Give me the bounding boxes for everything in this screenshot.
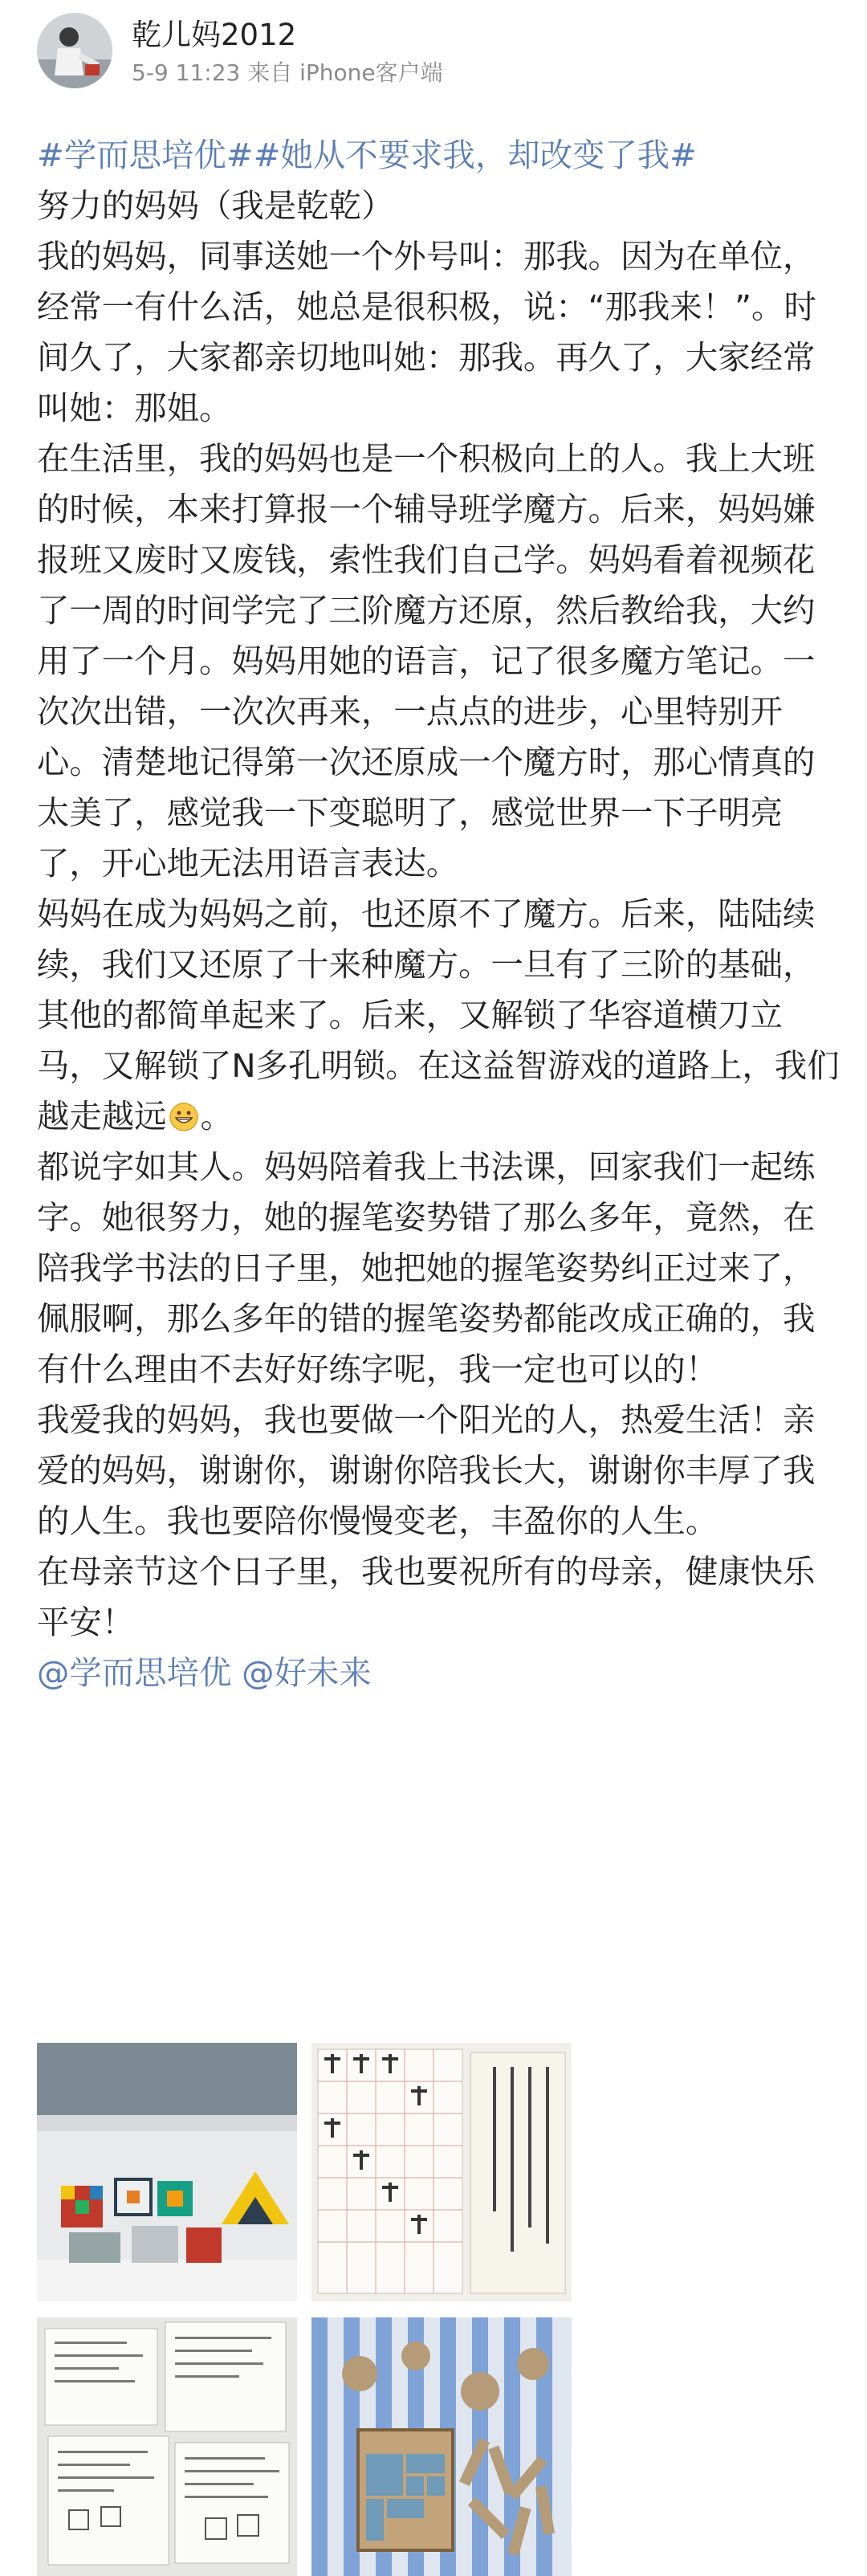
avatar[interactable] [37, 13, 112, 88]
photo-puzzle-toys[interactable] [311, 2317, 572, 2576]
hashtag-link[interactable]: #学而思培优##她从不要求我，却改变了我# [37, 136, 698, 174]
post-meta: 5-9 11:23 来自 iPhone客户端 [132, 59, 443, 86]
paragraph-4: 都说字如其人。妈妈陪着我上书法课，回家我们一起练字。她很努力，她的握笔姿势错了那么多年，竟然，在陪我学书法的日子里，她把她的握笔姿势纠正过来了，佩服啊，那么多年的错的握笔姿势都能改成正确的，我有什么理由不去好好练字呢，我一定也可以的！ [37, 1147, 816, 1388]
post-header [0, 0, 867, 112]
paragraph-5: 我爱我的妈妈，我也要做一个阳光的人，热爱生活！亲爱的妈妈，谢谢你，谢谢你陪我长大，谢谢你丰厚了我的人生。我也要陪你慢慢变老，丰盈你的人生。 [37, 1400, 816, 1540]
username[interactable]: 乾儿妈2012 [132, 18, 297, 52]
photo-cube-notes[interactable] [37, 2317, 297, 2576]
photo-rubiks-cubes[interactable] [37, 2043, 297, 2301]
paragraph-2: 在生活里，我的妈妈也是一个积极向上的人。我上大班的时候，本来打算报一个辅导班学魔方。后来，妈妈嫌报班又废时又废钱，索性我们自己学。妈妈看着视频花了一周的时间学完了三阶魔方还原，然后教给我，大约用了一个月。妈妈用她的语言，记了很多魔方笔记。一次次出错，一次次再来，一点点的进步，心里特别开心。清楚地记得第一次还原成一个魔方时，那心情真的太美了，感觉我一下变聪明了，感觉世界一下子明亮了，开心地无法用语言表达。 [37, 439, 816, 882]
avatar-image [37, 13, 112, 88]
paragraph-1: 我的妈妈，同事送她一个外号叫：那我。因为在单位，经常一有什么活，她总是很积极，说：“那我来！”。时间久了，大家都亲切地叫她：那我。再久了，大家经常叫她：那姐。 [37, 237, 816, 427]
photo-calligraphy-practice[interactable] [311, 2043, 572, 2301]
paragraph-3 [37, 889, 840, 1142]
paragraph-3-text: 妈妈在成为妈妈之前，也还原不了魔方。后来，陆陆续续，我们又还原了十来种魔方。一旦有了三阶的基础，其他的都简单起来了。后来，又解锁了华容道横刀立马，又解锁了N多孔明锁。在这益智游戏的道路上，我们越走越远 [37, 895, 840, 1135]
post-title: 努力的妈妈（我是乾乾） [37, 186, 394, 225]
grinning-face-icon [169, 1102, 199, 1132]
mention-links[interactable]: @学而思培优 @好未来 [37, 1653, 372, 1692]
paragraph-6: 在母亲节这个日子里，我也要祝所有的母亲，健康快乐平安！ [37, 1552, 816, 1641]
post-content [37, 130, 840, 1698]
paragraph-3-end: 。 [200, 1097, 233, 1135]
photo-grid [37, 2043, 572, 2544]
